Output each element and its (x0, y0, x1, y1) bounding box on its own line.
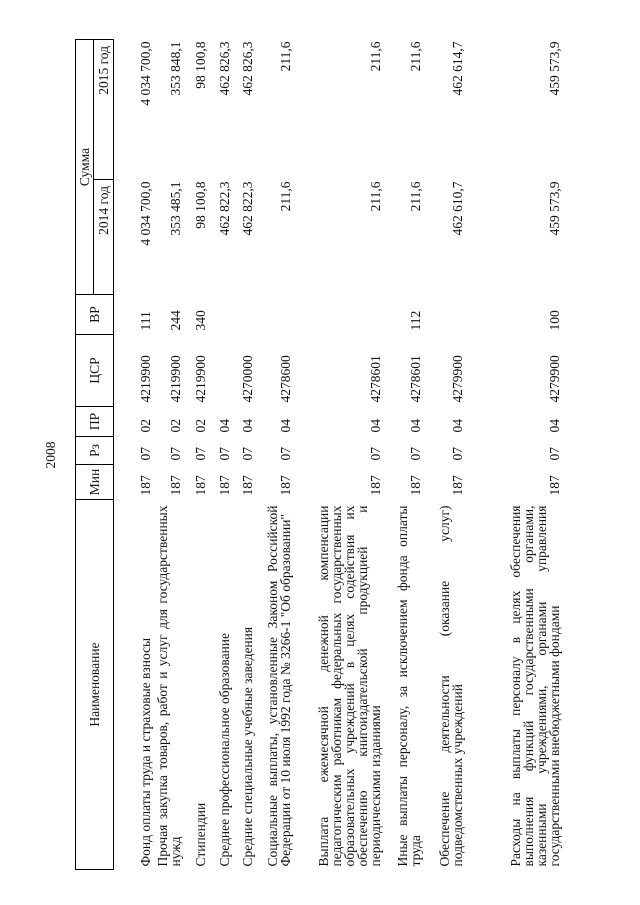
row-name-cell: Средние специальные учебные заведения (239, 626, 255, 867)
pr-code-cell: 02 (192, 419, 208, 433)
table-row (209, 39, 233, 869)
sum-2015-cell: 211,6 (277, 41, 293, 72)
row-name-cell: Выплата ежемесячной денежной компенсации педагогическим работникам федеральных государственных образовательных учреждений в целях содействия их обеспечению книгоиздательской продукцией и периодическими изданиями (315, 505, 383, 867)
sum-2015-cell: 98 100,8 (192, 41, 208, 89)
vr-code-cell (233, 295, 256, 335)
csr-code-cell (209, 335, 233, 407)
pr-code-cell: 02 (167, 419, 183, 433)
csr-code-cell: 4219900 (137, 355, 153, 403)
rz-code-cell: 07 (277, 447, 293, 461)
sum-2015-cell: 462 826,3 (216, 41, 232, 96)
rz-code-cell: 07 (192, 447, 208, 461)
vr-code-cell (209, 295, 233, 335)
sum-2015-cell: 211,6 (407, 41, 423, 72)
table-row (424, 39, 466, 869)
row-name-cell: Фонд оплаты труда и страховые взносы (137, 637, 153, 867)
min-code-cell: 187 (277, 475, 293, 496)
min-code-cell: 187 (167, 475, 183, 496)
sum-2014-cell: 462 822,3 (216, 181, 232, 236)
budget-table (75, 39, 563, 870)
table-row (233, 39, 256, 869)
sum-2014-cell: 353 485,1 (167, 181, 183, 236)
pr-code-cell: 04 (367, 419, 383, 433)
vr-code-cell: 100 (546, 310, 562, 331)
row-name-cell: Расходы на выплаты персоналу в целях обеспечения выполнения функций государственными органами, казенными учреждениями, органами управления государственными внебюджетными фондами (507, 505, 562, 867)
table-row (256, 39, 294, 869)
pr-code-cell: 04 (546, 419, 562, 433)
header-pr: ПР (76, 407, 114, 437)
row-name-cell: Иные выплаты персоналу, за исключением фонда оплаты труда (394, 505, 423, 867)
pr-code-cell: 04 (239, 419, 255, 433)
min-code-cell: 187 (407, 475, 423, 496)
csr-code-cell: 4279900 (546, 355, 562, 403)
table-row (466, 39, 563, 869)
csr-code-cell: 4219900 (192, 355, 208, 403)
csr-code-cell: 4278601 (367, 355, 383, 403)
csr-code-cell: 4279900 (449, 355, 465, 403)
table-row (384, 39, 424, 869)
sum-2015-cell: 459 573,9 (546, 41, 562, 96)
rz-code-cell: 07 (546, 447, 562, 461)
pr-code-cell: 04 (216, 419, 232, 433)
sum-2014-cell: 98 100,8 (192, 181, 208, 229)
vr-code-cell (256, 295, 294, 335)
sum-2014-cell: 211,6 (407, 181, 423, 212)
pr-code-cell: 02 (137, 419, 153, 433)
sum-2015-cell: 462 614,7 (449, 41, 465, 96)
table-body (114, 39, 563, 869)
vr-code-cell (424, 295, 466, 335)
rz-code-cell: 07 (137, 447, 153, 461)
row-name-cell: Среднее профессиональное образование (216, 632, 232, 867)
sum-2014-cell: 211,6 (367, 181, 383, 212)
vr-code-cell: 340 (192, 310, 208, 331)
rz-code-cell: 07 (449, 447, 465, 461)
csr-code-cell: 4219900 (167, 355, 183, 403)
sum-2014-cell: 211,6 (277, 181, 293, 212)
row-name-cell: Обеспечение деятельности (оказание услуг) подведомственных учреждений (436, 505, 465, 867)
vr-code-cell: 111 (137, 311, 153, 331)
page-number: 2008 (43, 441, 58, 469)
min-code-cell: 187 (239, 475, 255, 496)
csr-code-cell: 4278600 (277, 355, 293, 403)
sum-2014-cell: 462 822,3 (239, 181, 255, 236)
row-name-cell: Социальные выплаты, установленные Законом Российской Федерации от 10 июля 1992 года № 3266-1 "Об образовании" (264, 505, 293, 867)
table-row (154, 39, 184, 869)
min-code-cell: 187 (546, 475, 562, 496)
table-row (184, 39, 209, 869)
sum-2015-cell: 353 848,1 (167, 41, 183, 96)
header-name: Наименование (76, 500, 114, 870)
csr-code-cell: 4278601 (407, 355, 423, 403)
min-code-cell: 187 (216, 475, 232, 496)
table-header (76, 39, 114, 869)
sum-2014-cell: 462 610,7 (449, 181, 465, 236)
min-code-cell: 187 (367, 475, 383, 496)
sum-2015-cell: 4 034 700,0 (137, 41, 153, 106)
min-code-cell: 187 (192, 475, 208, 496)
rz-code-cell: 07 (239, 447, 255, 461)
table-row (294, 39, 384, 869)
header-csr: ЦСР (76, 335, 114, 407)
header-sum: Сумма (76, 39, 94, 294)
row-name-cell: Стипендии (192, 802, 208, 867)
rz-code-cell: 07 (367, 447, 383, 461)
vr-code-cell (294, 295, 384, 335)
header-rz: Рз (76, 437, 114, 465)
vr-code-cell: 112 (407, 310, 423, 331)
rz-code-cell: 07 (407, 447, 423, 461)
header-vr: ВР (76, 295, 114, 335)
row-name-cell: Прочая закупка товаров, работ и услуг для государственных нужд (154, 505, 183, 867)
table-row (114, 39, 154, 869)
header-2015: 2015 год (94, 39, 114, 179)
pr-code-cell: 04 (277, 419, 293, 433)
header-2014: 2014 год (94, 180, 114, 295)
min-code-cell: 187 (449, 475, 465, 496)
vr-code-cell: 244 (167, 310, 183, 331)
csr-code-cell: 4270000 (239, 355, 255, 403)
sum-2014-cell: 4 034 700,0 (137, 181, 153, 246)
sum-2015-cell: 211,6 (367, 41, 383, 72)
rz-code-cell: 07 (167, 447, 183, 461)
pr-code-cell: 04 (407, 419, 423, 433)
min-code-cell: 187 (137, 475, 153, 496)
pr-code-cell: 04 (449, 419, 465, 433)
header-min: Мин (76, 465, 114, 500)
sum-2015-cell: 462 826,3 (239, 41, 255, 96)
rz-code-cell: 07 (216, 447, 232, 461)
sum-2014-cell: 459 573,9 (546, 181, 562, 236)
